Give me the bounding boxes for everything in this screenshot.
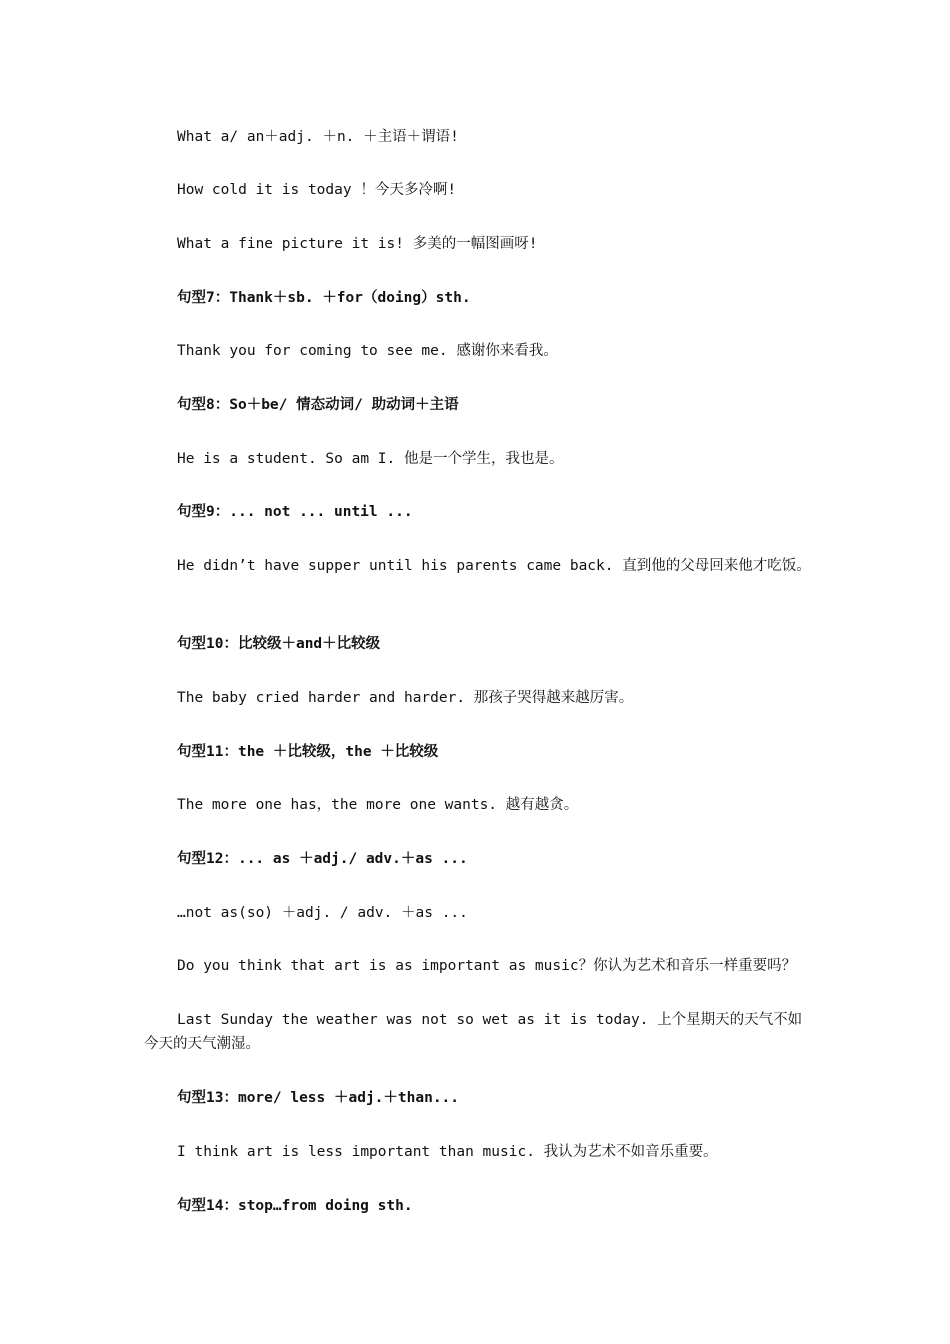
heading-text: 句型13：more/ less ＋adj.＋than... bbox=[177, 1090, 460, 1106]
example-sentence bbox=[144, 686, 814, 710]
example-text: How cold it is today ！今天多冷啊! bbox=[177, 182, 457, 198]
example-sentence bbox=[144, 125, 814, 149]
example-sentence bbox=[144, 232, 814, 256]
pattern-heading bbox=[144, 740, 814, 764]
example-sentence bbox=[144, 178, 814, 202]
example-sentence bbox=[144, 954, 814, 978]
example-text: What a fine picture it is! 多美的一幅图画呀! bbox=[177, 236, 538, 252]
example-sentence bbox=[144, 1008, 814, 1056]
pattern-heading bbox=[144, 500, 814, 524]
pattern-heading bbox=[144, 632, 814, 656]
heading-text: 句型11：the ＋比较级，the ＋比较级 bbox=[177, 744, 439, 760]
pattern-heading bbox=[144, 847, 814, 871]
example-text: What a/ an＋adj. ＋n. ＋主语＋谓语! bbox=[177, 129, 459, 145]
example-sentence bbox=[144, 793, 814, 817]
example-sentence bbox=[144, 339, 814, 363]
example-text: The baby cried harder and harder. 那孩子哭得越来越厉害。 bbox=[177, 690, 634, 706]
pattern-heading bbox=[144, 393, 814, 417]
pattern-heading bbox=[144, 1194, 814, 1218]
heading-text: 句型8：So＋be/ 情态动词/ 助动词＋主语 bbox=[177, 397, 459, 413]
heading-text: 句型14：stop…from doing sth. bbox=[177, 1198, 413, 1214]
pattern-heading bbox=[144, 1086, 814, 1110]
example-sentence bbox=[144, 1140, 814, 1164]
example-text: Thank you for coming to see me. 感谢你来看我。 bbox=[177, 343, 558, 359]
heading-text: 句型7：Thank＋sb. ＋for（doing）sth. bbox=[177, 290, 471, 306]
example-sentence bbox=[144, 447, 814, 471]
example-sentence bbox=[144, 901, 814, 925]
heading-text: 句型12：... as ＋adj./ adv.＋as ... bbox=[177, 851, 468, 867]
example-text: Do you think that art is as important as music？你认为艺术和音乐一样重要吗？ bbox=[177, 958, 797, 974]
example-text: I think art is less important than music. 我认为艺术不如音乐重要。 bbox=[177, 1144, 718, 1160]
heading-text: 句型10：比较级＋and＋比较级 bbox=[177, 636, 381, 652]
example-text: He didn’t have supper until his parents came back. 直到他的父母回来他才吃饭。 bbox=[177, 558, 811, 574]
example-text: He is a student. So am I. 他是一个学生，我也是。 bbox=[177, 451, 564, 467]
example-text: Last Sunday the weather was not so wet as it is today. 上个星期天的天气不如今天的天气潮湿。 bbox=[144, 1012, 803, 1052]
example-text: …not as(so) ＋adj. / adv. ＋as ... bbox=[177, 905, 468, 921]
example-sentence bbox=[144, 554, 814, 578]
example-text: The more one has，the more one wants. 越有越贪。 bbox=[177, 797, 579, 813]
pattern-heading bbox=[144, 286, 814, 310]
heading-text: 句型9：... not ... until ... bbox=[177, 504, 413, 520]
